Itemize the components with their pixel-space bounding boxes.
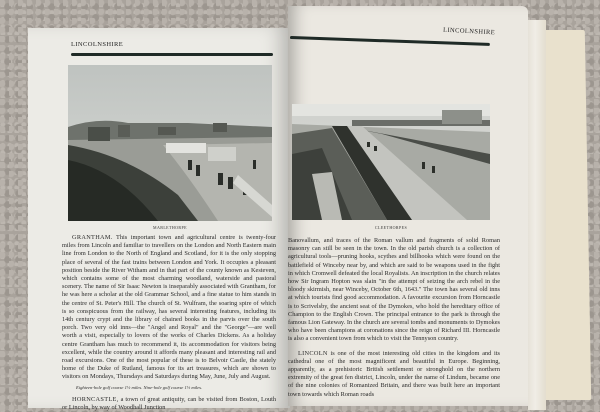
running-head-left: LINCOLNSHIRE <box>71 41 124 48</box>
golf-note: Eighteen-hole golf course 1½ miles. Nine-hole golf course 1½ miles. <box>76 384 203 390</box>
paragraph-horncastle-continued: Banovallum, and traces of the Roman vallum and fragments of solid Roman masonry can still be seen in the town. In the old parish church is a collection of agricultural tools—pruning hooks, scythes and billhooks which were found on the battlefield of Winceby near by, and which are said to be weapons used in the fight in which Cromwell defeated the local Royalists. An inscription in the church relates how Sir Ingram Hopton was slain "in the attempt of seizing the arch rebel in the bloody skirmish, near Winceby, October 6th, 1643." The town has several old inns at which tourists find good accommodation. A favourite excursion from Horncastle is to Scrivelsby, the ancient seat of the Dymokes, who hold the hereditary office of Champion to the English Crown. The principal entrance to the park is through the famous Lion Gateway. In the church are several tombs and monuments to Dymokes who have been champions at coronations since the reign of Richard III. Horncastle is also a convenient town from which to visit the Tennyson country. <box>288 237 500 343</box>
photo-mablethorpe <box>68 65 272 221</box>
right-page <box>288 6 528 406</box>
running-head-right: LINCOLNSHIRE <box>442 26 496 37</box>
photo-caption-cleethorpes: CLEETHORPES <box>374 225 408 230</box>
paragraph-grantham <box>62 234 276 382</box>
paragraph-horncastle <box>62 396 276 412</box>
header-rule-left <box>71 53 273 56</box>
photo-caption-mablethorpe: MABLETHORPE <box>153 225 187 230</box>
header-rule-right <box>290 36 490 46</box>
paragraph-lincoln <box>288 350 500 399</box>
right-page-body <box>288 237 500 399</box>
photo-cleethorpes <box>292 104 490 220</box>
lincoln-text: is one of the most interesting old cities in the kingdom and its cathedral one of the most magnificent and beautiful in Europe. Beginning, apparently, as a prehistoric British settlement or stronghold on the northern extremity of the great fen district, Lincoln, under the name of Lindum, became one of the nine colonies of Romanized Britain, and there was built here an important town towards which Roman roads <box>288 349 500 398</box>
place-name-lincoln: LINCOLN <box>298 349 328 357</box>
grantham-text: This important town and agricultural centre is twenty-four miles from Lincoln and familiar to travellers on the London and North Eastern main line from London to the North of England and Scotland, for it is the only stopping place of several of the fast trains between London and York. It occupies a pleasant position beside the River Witham and in that part of the county known as Kesteven, which contains some of the most charming woodland, waterside and pastoral scenery. The name of Sir Isaac Newton is inseparably associated with Grantham, for he was here a scholar at the old Grammar School, and a fine statue to him stands in the centre of St. Peter's Hill. The church of St. Wulfram, the soaring spire of which is so conspicuous from the railway, has several interesting features, including its 14th century crypt and the library of chained books in the parvis over the south porch. Two very old inns—the "Angel and Royal" and the "George"—are well worth a visit, especially to lovers of the works of Charles Dickens. As a holiday centre Grantham has much to recommend it, its accommodation for visitors being excellent, while the country around it affords many pleasant and interesting rail and road excursions. One of the most popular of these is to Belvoir Castle, the stately home of the Duke of Rutland, famous for its art treasures, which are shown to visitors on Mondays, Thursdays and Saturdays during May, June, July and August. <box>62 234 276 381</box>
cleethorpes-promenade-photo <box>292 104 490 220</box>
page-stack-edge <box>528 20 546 410</box>
place-name-grantham: GRANTHAM. <box>72 234 113 241</box>
left-page-body <box>62 234 276 412</box>
mablethorpe-beach-photo <box>68 65 272 221</box>
horncastle-text: a town of great antiquity, can be visited from Boston, Louth or Lincoln, by way of Woodhall Junction <box>62 395 276 412</box>
place-name-horncastle: HORNCASTLE, <box>72 395 119 403</box>
left-page <box>28 28 290 412</box>
